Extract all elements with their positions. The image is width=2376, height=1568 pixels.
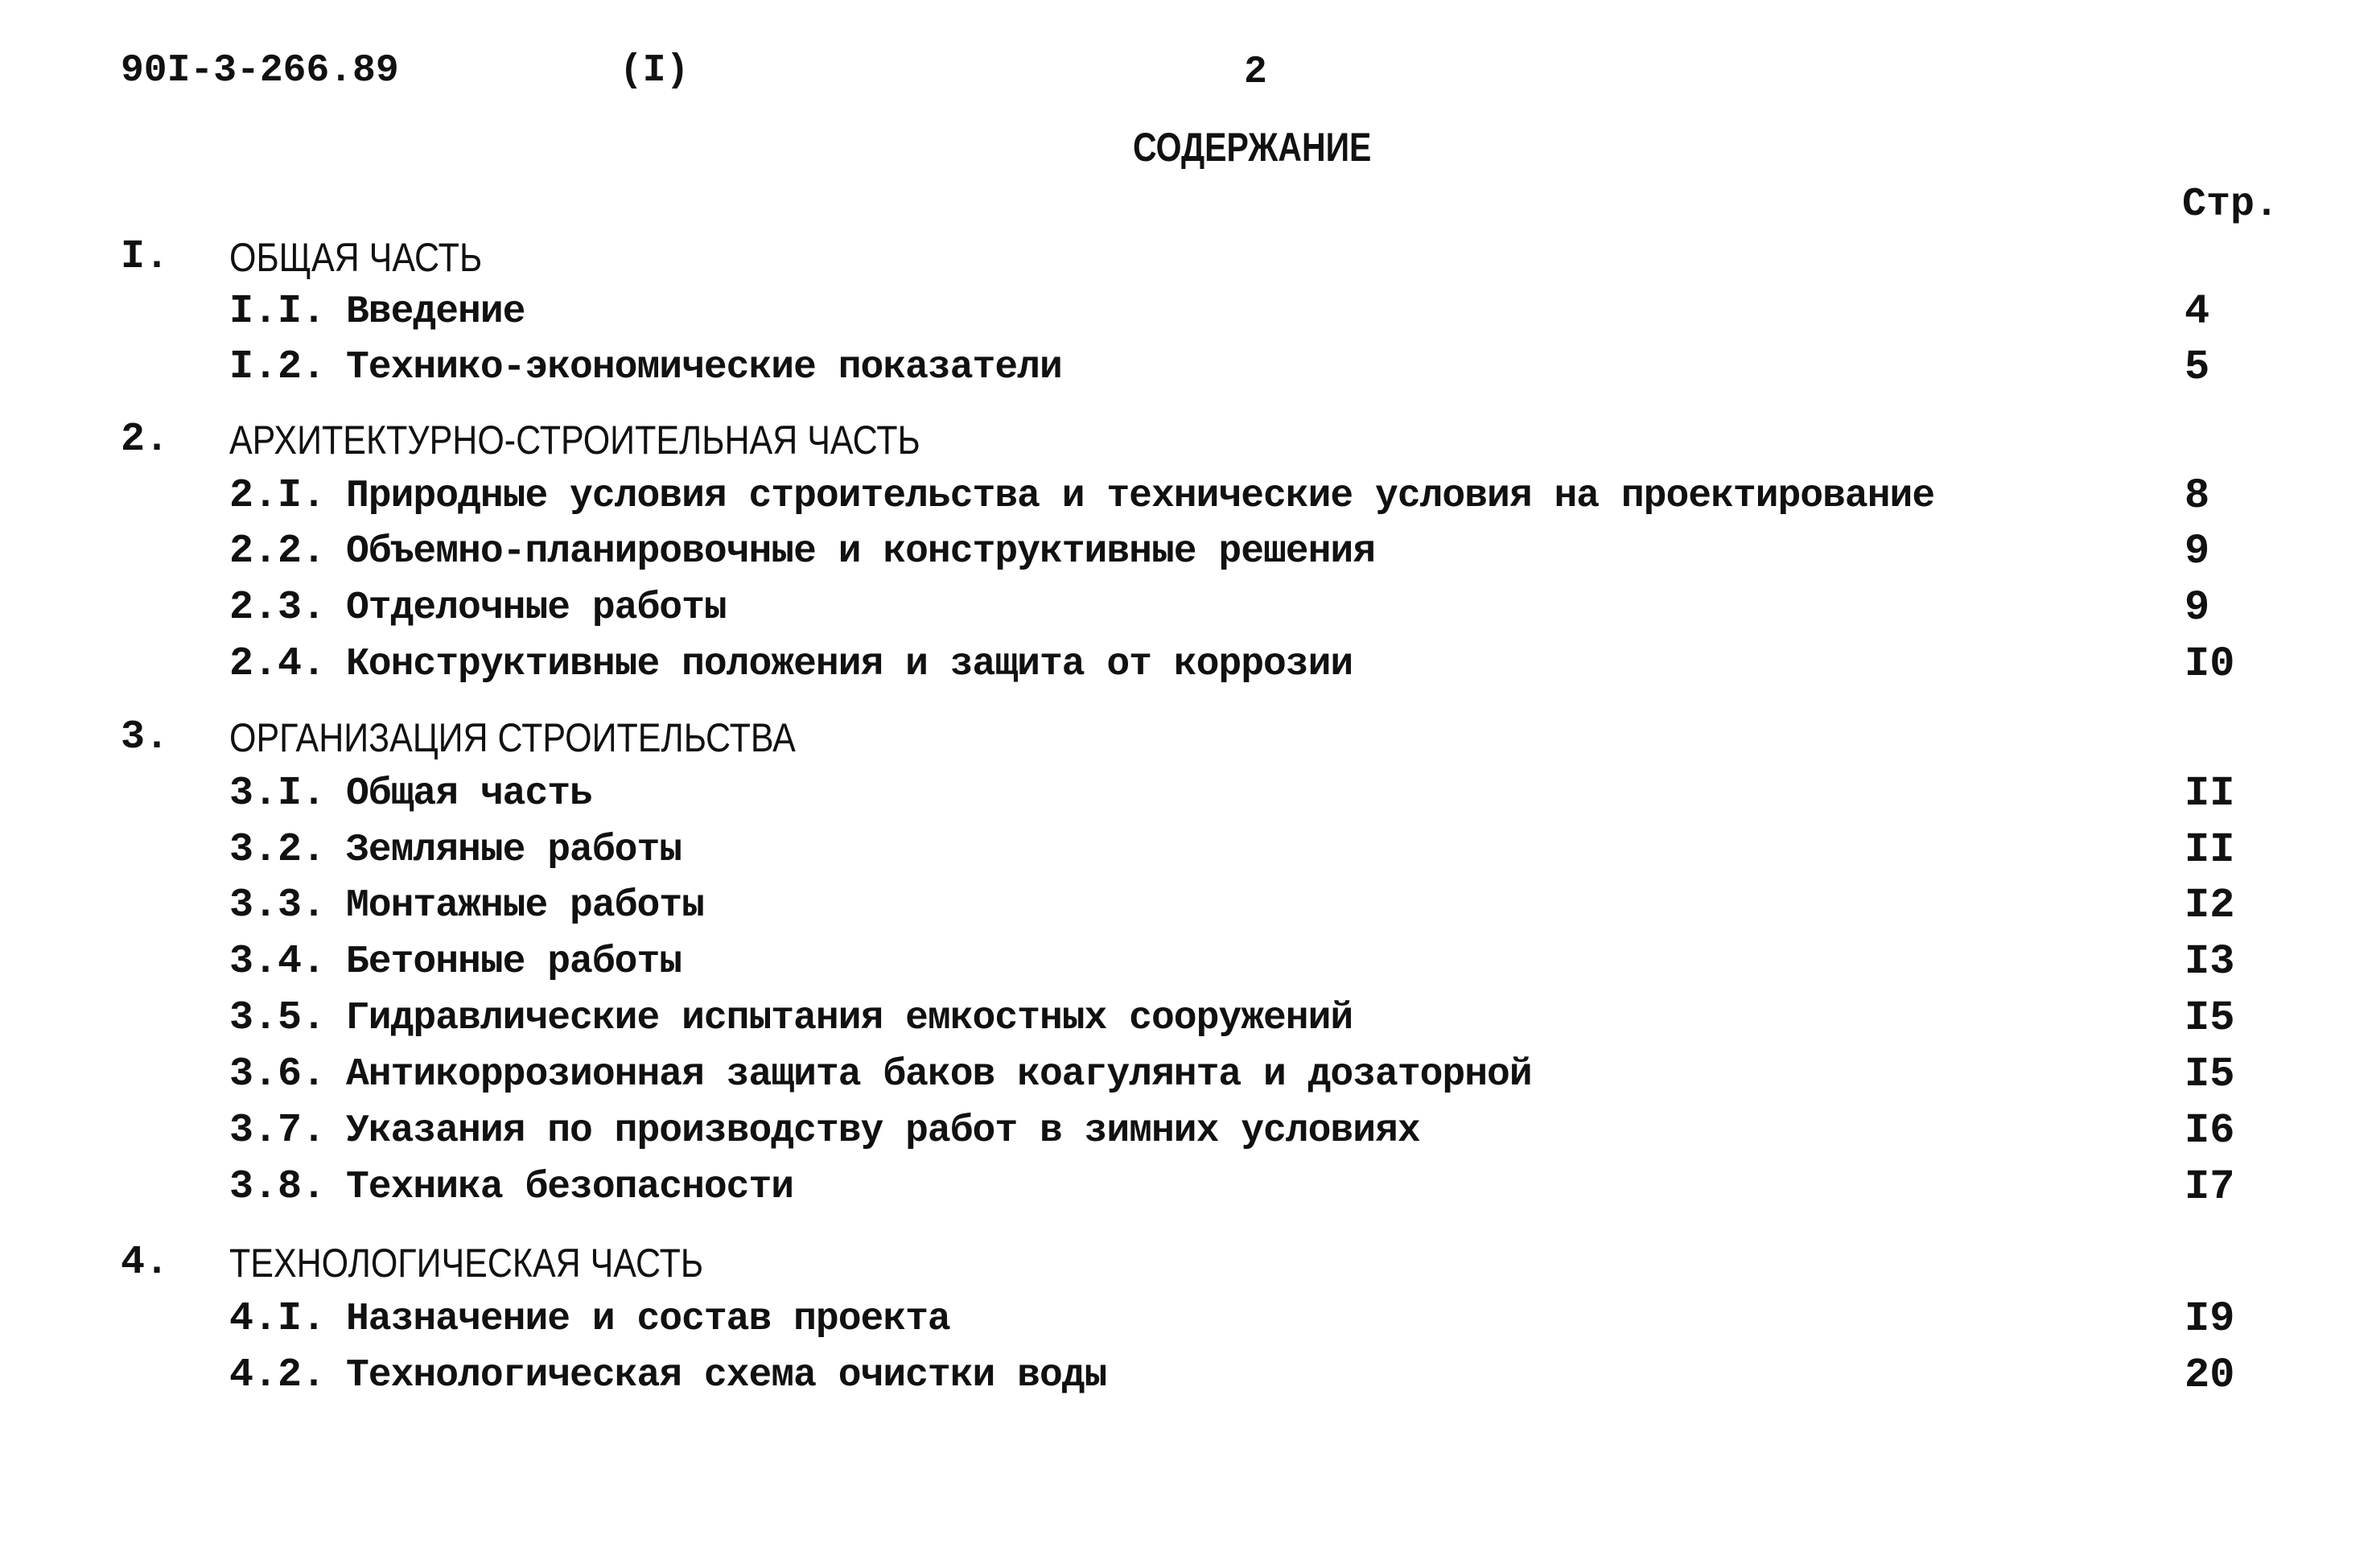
toc-entry[interactable] bbox=[0, 1051, 2376, 1099]
toc-entry[interactable] bbox=[0, 584, 2376, 632]
toc-entry[interactable] bbox=[0, 938, 2376, 986]
toc-entry[interactable] bbox=[0, 826, 2376, 875]
entry-page: I7 bbox=[2185, 1163, 2235, 1211]
section-number: 4. bbox=[121, 1240, 170, 1286]
entry-number: 3.4. bbox=[229, 939, 327, 985]
entry-page: I6 bbox=[2185, 1107, 2235, 1154]
entry-number: 3.3. bbox=[229, 883, 327, 928]
section-title: ОРГАНИЗАЦИЯ СТРОИТЕЛЬСТВА bbox=[229, 715, 796, 760]
entry-page: I2 bbox=[2185, 882, 2235, 929]
section-title: ТЕХНОЛОГИЧЕСКАЯ ЧАСТЬ bbox=[229, 1241, 704, 1286]
entry-number: I.I. bbox=[229, 289, 327, 335]
entry-number: I.2. bbox=[229, 344, 327, 390]
section-number: 2. bbox=[121, 417, 170, 463]
entry-title: Природные условия строительства и технические условия на проектирование bbox=[346, 475, 1935, 518]
entry-number: 2.3. bbox=[229, 585, 327, 631]
toc-entry[interactable] bbox=[0, 1163, 2376, 1212]
document-part: (I) bbox=[620, 49, 690, 93]
toc-entry[interactable] bbox=[0, 770, 2376, 818]
toc-section-heading bbox=[0, 233, 2376, 282]
entry-title: Технологическая схема очистки воды bbox=[346, 1354, 1107, 1397]
entry-number: 2.I. bbox=[229, 473, 327, 519]
toc-entry[interactable] bbox=[0, 640, 2376, 689]
toc-entry[interactable] bbox=[0, 288, 2376, 336]
entry-page: I3 bbox=[2185, 938, 2235, 986]
entry-title: Антикоррозионная защита баков коагулянта и дозаторной bbox=[346, 1053, 1532, 1097]
toc-entry[interactable] bbox=[0, 528, 2376, 576]
entry-title: Конструктивные положения и защита от коррозии bbox=[346, 643, 1353, 686]
entry-page: I5 bbox=[2185, 1051, 2235, 1098]
entry-number: 3.8. bbox=[229, 1164, 327, 1210]
entry-page: II bbox=[2185, 770, 2235, 817]
entry-page: 9 bbox=[2185, 584, 2210, 632]
page-column-label: Стр. bbox=[2182, 182, 2279, 228]
entry-title: Бетонные работы bbox=[346, 940, 682, 984]
entry-number: 3.5. bbox=[229, 995, 327, 1041]
entry-title: Введение bbox=[346, 290, 525, 334]
entry-page: I9 bbox=[2185, 1295, 2235, 1343]
entry-page: 4 bbox=[2185, 288, 2210, 335]
toc-section-heading bbox=[0, 714, 2376, 762]
toc-entry[interactable] bbox=[0, 472, 2376, 521]
entry-number: 3.I. bbox=[229, 771, 327, 817]
entry-page: II bbox=[2185, 826, 2235, 874]
entry-number: 3.6. bbox=[229, 1052, 327, 1097]
toc-entry[interactable] bbox=[0, 882, 2376, 930]
entry-title: Назначение и состав проекта bbox=[346, 1298, 950, 1341]
section-title: АРХИТЕКТУРНО-СТРОИТЕЛЬНАЯ ЧАСТЬ bbox=[229, 418, 920, 463]
entry-number: 3.7. bbox=[229, 1108, 327, 1154]
entry-title: Указания по производству работ в зимних условиях bbox=[346, 1109, 1420, 1153]
page-number: 2 bbox=[1244, 51, 1267, 94]
toc-entry[interactable] bbox=[0, 344, 2376, 392]
entry-page: 5 bbox=[2185, 344, 2210, 391]
section-number: I. bbox=[121, 234, 170, 280]
entry-page: I0 bbox=[2185, 640, 2235, 688]
entry-title: Гидравлические испытания емкостных сооружений bbox=[346, 997, 1353, 1040]
entry-number: 4.I. bbox=[229, 1296, 327, 1342]
entry-page: 8 bbox=[2185, 472, 2210, 520]
entry-number: 3.2. bbox=[229, 827, 327, 873]
entry-title: Земляные работы bbox=[346, 829, 682, 872]
entry-title: Отделочные работы bbox=[346, 586, 727, 630]
toc-section-heading bbox=[0, 1239, 2376, 1287]
entry-number: 4.2. bbox=[229, 1352, 327, 1398]
entry-title: Объемно-планировочные и конструктивные решения bbox=[346, 530, 1376, 574]
entry-number: 2.2. bbox=[229, 529, 327, 574]
document-code: 90I-3-266.89 bbox=[121, 49, 399, 93]
entry-title: Технико-экономические показатели bbox=[346, 346, 1062, 389]
section-title: ОБЩАЯ ЧАСТЬ bbox=[229, 235, 483, 280]
entry-number: 2.4. bbox=[229, 641, 327, 687]
entry-title: Техника безопасности bbox=[346, 1166, 794, 1209]
entry-title: Монтажные работы bbox=[346, 884, 704, 928]
page-title: СОДЕРЖАНИЕ bbox=[1133, 125, 1372, 170]
toc-entry[interactable] bbox=[0, 1107, 2376, 1155]
entry-page: I5 bbox=[2185, 994, 2235, 1042]
entry-page: 9 bbox=[2185, 528, 2210, 575]
entry-page: 20 bbox=[2185, 1352, 2235, 1399]
toc-section-heading bbox=[0, 416, 2376, 464]
entry-title: Общая часть bbox=[346, 772, 592, 816]
section-number: 3. bbox=[121, 714, 170, 760]
toc-entry[interactable] bbox=[0, 1295, 2376, 1344]
toc-entry[interactable] bbox=[0, 1352, 2376, 1400]
toc-entry[interactable] bbox=[0, 994, 2376, 1043]
